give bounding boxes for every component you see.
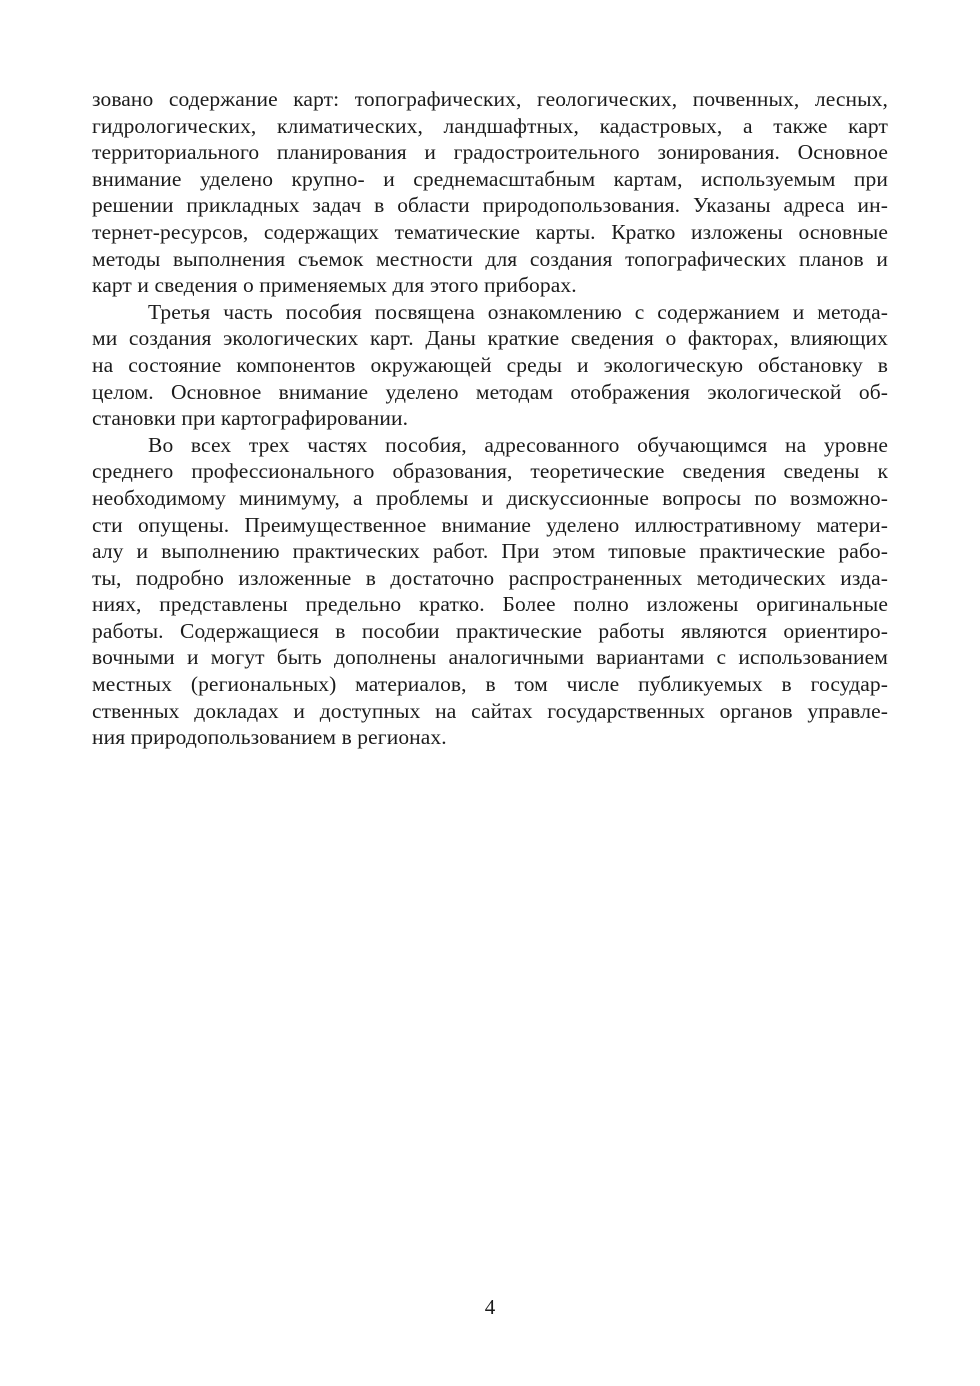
text-line: алу и выполнению практических работ. При этом типовые практические рабо- — [92, 539, 888, 564]
paragraph — [92, 432, 888, 751]
text-line: гидрологических, климатических, ландшафтных, кадастровых, а также карт — [92, 113, 888, 138]
text-line: карт и сведения о применяемых для этого приборах. — [92, 273, 577, 298]
text-line: становки при картографировании. — [92, 406, 409, 431]
text-line: на состояние компонентов окружающей среды и экологическую обстановку в — [92, 352, 888, 377]
text-line: Во всех трех частях пособия, адресованного обучающимся на уровне — [148, 432, 888, 457]
text-line: методы выполнения съемок местности для создания топографических планов и — [92, 246, 888, 271]
text-line: внимание уделено крупно- и среднемасштабным картам, используемым при — [92, 166, 888, 191]
text-line: территориального планирования и градостроительного зонирования. Основное — [92, 140, 888, 165]
text-line: ственных докладах и доступных на сайтах государственных органов управле- — [92, 698, 888, 723]
text-line: ты, подробно изложенные в достаточно распространенных методических изда- — [92, 565, 888, 590]
paragraph — [92, 86, 888, 299]
text-line: вочными и могут быть дополнены аналогичными вариантами с использованием — [92, 645, 888, 670]
text-line: местных (региональных) материалов, в том числе публикуемых в государ- — [92, 672, 888, 697]
text-line: зовано содержание карт: топографических, геологических, почвенных, лесных, — [92, 87, 888, 111]
text-line: ниях, представлены предельно кратко. Более полно изложены оригинальные — [92, 592, 888, 617]
text-line: целом. Основное внимание уделено методам отображения экологической об- — [92, 379, 888, 404]
text-line: тернет-ресурсов, содержащих тематические карты. Кратко изложены основные — [92, 219, 888, 244]
paragraph — [92, 299, 888, 432]
text-line: ми создания экологических карт. Даны краткие сведения о факторах, влияющих — [92, 326, 888, 351]
body-text — [92, 86, 888, 751]
text-line: решении прикладных задач в области природопользования. Указаны адреса ин- — [92, 193, 888, 218]
text-line: среднего профессионального образования, теоретические сведения сведены к — [92, 459, 888, 484]
text-line: Третья часть пособия посвящена ознакомлению с содержанием и метода- — [148, 299, 888, 324]
text-line: ния природопользованием в регионах. — [92, 725, 447, 750]
text-line: необходимому минимуму, а проблемы и дискуссионные вопросы по возможно- — [92, 485, 888, 510]
page-number: 4 — [484, 1295, 496, 1319]
text-line: работы. Содержащиеся в пособии практические работы являются ориентиро- — [92, 618, 888, 643]
text-line: сти опущены. Преимущественное внимание уделено иллюстративному матери- — [92, 512, 888, 537]
